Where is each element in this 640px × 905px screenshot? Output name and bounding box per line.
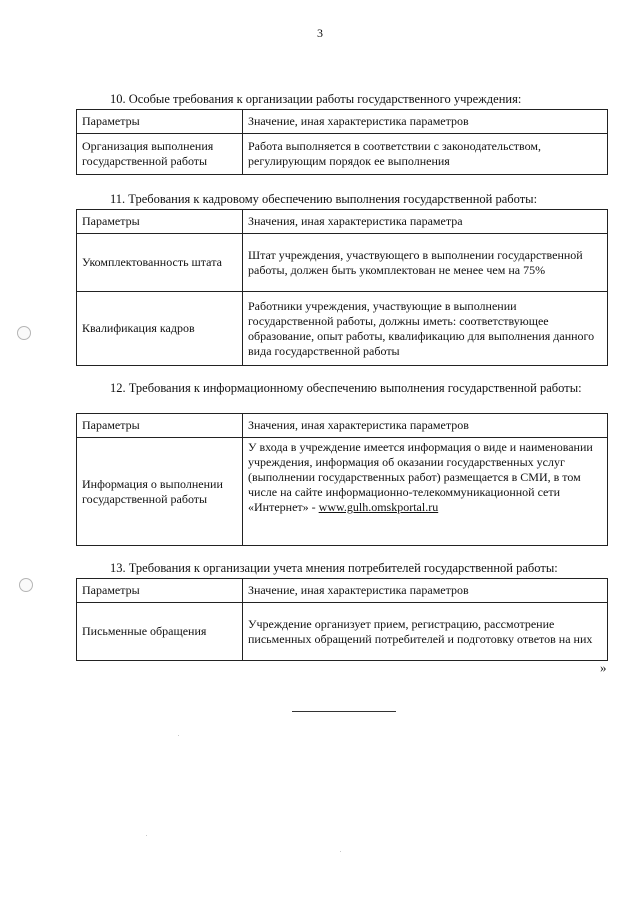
section-11-table (76, 209, 608, 366)
parameter-cell: Письменные обращения (77, 603, 243, 661)
table-header-row (77, 414, 608, 438)
header-cell-values: Значение, иная характеристика параметров (243, 110, 608, 134)
section-10-heading: 10. Особые требования к организации работы государственного учреждения: (110, 92, 522, 106)
table-row (77, 603, 608, 661)
parameter-cell: Информация о выполнении государственной работы (77, 438, 243, 546)
section-12-heading: 12. Требования к информационному обеспечению выполнения государственной работы: (110, 381, 582, 395)
scan-speck (340, 851, 341, 852)
scan-speck (146, 835, 147, 836)
table-row (77, 234, 608, 292)
parameter-cell: Квалификация кадров (77, 292, 243, 366)
section-12-table (76, 413, 608, 546)
table-row (77, 292, 608, 366)
header-cell-values: Значения, иная характеристика параметров (243, 414, 608, 438)
parameter-cell: Организация выполнения государственной работы (77, 134, 243, 175)
closing-quote: » (600, 660, 607, 675)
page-number: 3 (317, 26, 323, 40)
section-11-heading: 11. Требования к кадровому обеспечению выполнения государственной работы: (110, 192, 538, 206)
header-cell-values: Значения, иная характеристика параметра (243, 210, 608, 234)
value-cell: Штат учреждения, участвующего в выполнении государственной работы, должен быть укомплектован не менее чем на 75% (243, 234, 608, 292)
parameter-cell: Укомплектованность штата (77, 234, 243, 292)
section-10-table (76, 109, 608, 175)
scan-speck (178, 735, 179, 736)
value-cell: Работники учреждения, участвующие в выполнении государственной работы, должны иметь: соответствующее образование, опыт работы, квалификацию для выполнения данного вида государственной работы (243, 292, 608, 366)
table-header-row (77, 210, 608, 234)
header-cell-values: Значение, иная характеристика параметров (243, 579, 608, 603)
end-separator-line (292, 711, 396, 712)
section-13-table (76, 578, 608, 661)
value-cell (243, 438, 608, 546)
website-link[interactable]: www.gulh.omskportal.ru (318, 500, 439, 514)
table-header-row (77, 579, 608, 603)
binder-hole-icon (17, 326, 31, 340)
section-13-heading: 13. Требования к организации учета мнения потребителей государственной работы: (110, 561, 558, 575)
header-cell-parameters: Параметры (77, 110, 243, 134)
value-cell: Учреждение организует прием, регистрацию, рассмотрение письменных обращений потребителей и подготовку ответов на них (243, 603, 608, 661)
header-cell-parameters: Параметры (77, 210, 243, 234)
table-header-row (77, 110, 608, 134)
table-row (77, 134, 608, 175)
value-text: У входа в учреждение имеется информация о виде и наименовании учреждения, информация об оказании государственных услуг (выполнении государственных работ) размещается в СМИ, в том числе на сайте информационно-телекоммуникационной сети «Интернет» - (248, 440, 593, 514)
table-row (77, 438, 608, 546)
binder-hole-icon (19, 578, 33, 592)
value-cell: Работа выполняется в соответствии с законодательством, регулирующим порядок ее выполнения (243, 134, 608, 175)
header-cell-parameters: Параметры (77, 414, 243, 438)
header-cell-parameters: Параметры (77, 579, 243, 603)
